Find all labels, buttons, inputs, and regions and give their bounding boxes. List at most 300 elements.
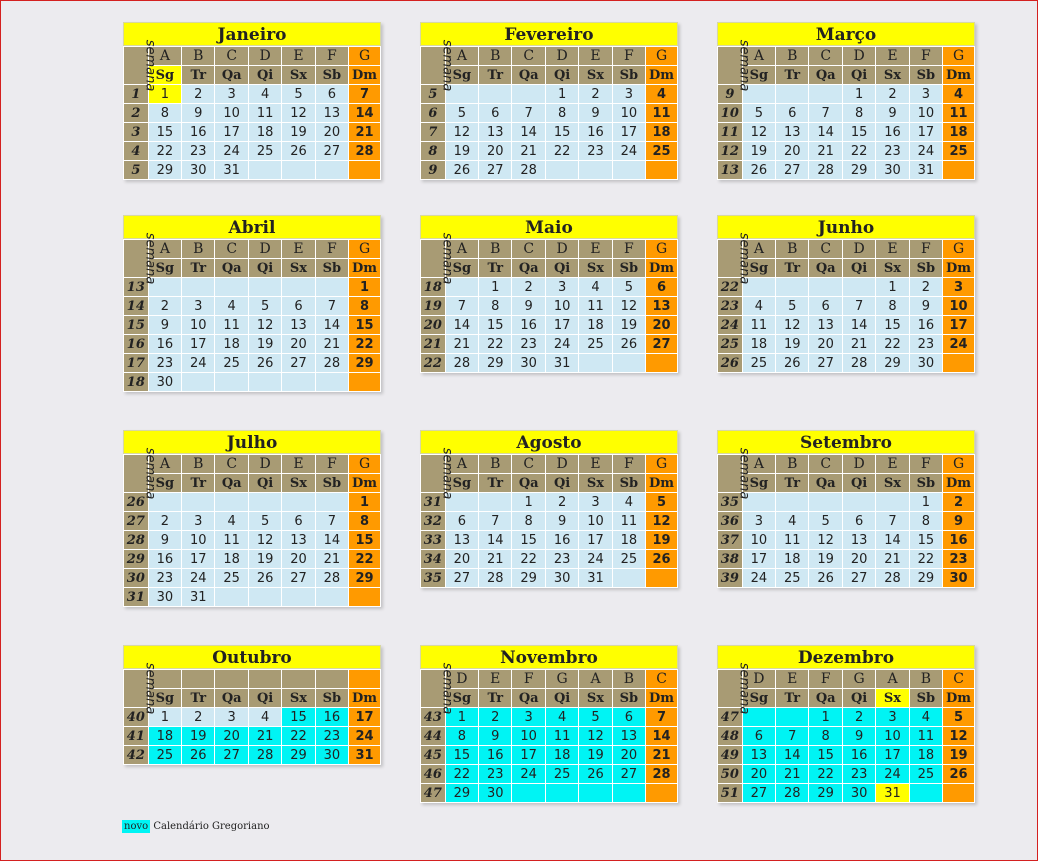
day-cell[interactable]: 28: [315, 569, 348, 588]
day-cell[interactable]: 5: [612, 278, 645, 297]
day-cell[interactable]: 12: [612, 297, 645, 316]
day-cell[interactable]: 8: [445, 727, 478, 746]
day-cell[interactable]: 21: [349, 123, 381, 142]
day-cell[interactable]: 29: [349, 569, 381, 588]
day-cell[interactable]: 26: [646, 550, 678, 569]
day-cell[interactable]: 5: [646, 493, 678, 512]
day-cell[interactable]: 20: [315, 123, 348, 142]
day-cell[interactable]: 24: [579, 550, 612, 569]
day-cell[interactable]: 1: [349, 493, 381, 512]
day-cell[interactable]: 3: [512, 708, 545, 727]
day-cell[interactable]: 26: [579, 765, 612, 784]
day-cell[interactable]: 29: [148, 161, 181, 180]
day-cell[interactable]: 11: [612, 512, 645, 531]
day-cell[interactable]: 11: [579, 297, 612, 316]
day-cell[interactable]: 13: [445, 531, 478, 550]
day-cell[interactable]: 31: [349, 746, 381, 765]
day-cell[interactable]: 25: [909, 765, 942, 784]
day-cell[interactable]: 5: [248, 512, 281, 531]
day-cell[interactable]: 15: [909, 531, 942, 550]
day-cell[interactable]: 30: [479, 784, 512, 803]
day-cell[interactable]: 22: [842, 142, 875, 161]
day-cell[interactable]: 18: [215, 335, 248, 354]
day-cell[interactable]: 8: [876, 297, 909, 316]
day-cell[interactable]: 3: [742, 512, 775, 531]
day-cell[interactable]: 27: [445, 569, 478, 588]
day-cell[interactable]: 25: [215, 569, 248, 588]
day-cell[interactable]: 12: [809, 531, 842, 550]
day-cell[interactable]: 18: [148, 727, 181, 746]
day-cell[interactable]: 26: [809, 569, 842, 588]
day-cell[interactable]: 5: [943, 708, 975, 727]
day-cell[interactable]: 11: [943, 104, 975, 123]
day-cell[interactable]: 19: [809, 550, 842, 569]
day-cell[interactable]: 10: [215, 104, 248, 123]
day-cell[interactable]: 6: [445, 512, 478, 531]
day-cell[interactable]: 15: [545, 123, 578, 142]
day-cell[interactable]: 6: [315, 85, 348, 104]
day-cell[interactable]: 28: [646, 765, 678, 784]
day-cell[interactable]: 15: [479, 316, 512, 335]
day-cell[interactable]: 13: [646, 297, 678, 316]
day-cell[interactable]: 1: [479, 278, 512, 297]
day-cell[interactable]: 9: [842, 727, 875, 746]
day-cell[interactable]: 20: [445, 550, 478, 569]
day-cell[interactable]: 3: [182, 512, 215, 531]
day-cell[interactable]: 4: [646, 85, 678, 104]
day-cell[interactable]: 16: [315, 708, 348, 727]
day-cell[interactable]: 21: [315, 550, 348, 569]
day-cell[interactable]: 24: [876, 765, 909, 784]
day-cell[interactable]: 24: [909, 142, 942, 161]
day-cell[interactable]: 28: [479, 569, 512, 588]
day-cell[interactable]: 6: [282, 512, 315, 531]
day-cell[interactable]: 11: [545, 727, 578, 746]
day-cell[interactable]: 24: [612, 142, 645, 161]
day-cell[interactable]: 23: [842, 765, 875, 784]
day-cell[interactable]: 20: [479, 142, 512, 161]
day-cell[interactable]: 29: [876, 354, 909, 373]
day-cell[interactable]: 15: [282, 708, 315, 727]
day-cell[interactable]: 7: [842, 297, 875, 316]
day-cell[interactable]: 8: [148, 104, 181, 123]
day-cell[interactable]: 28: [315, 354, 348, 373]
day-cell[interactable]: 31: [215, 161, 248, 180]
day-cell[interactable]: 25: [943, 142, 975, 161]
day-cell[interactable]: 23: [943, 550, 975, 569]
day-cell[interactable]: 7: [512, 104, 545, 123]
day-cell[interactable]: 29: [512, 569, 545, 588]
day-cell[interactable]: 10: [182, 316, 215, 335]
day-cell[interactable]: 3: [215, 85, 248, 104]
day-cell[interactable]: 4: [742, 297, 775, 316]
day-cell[interactable]: 17: [349, 708, 381, 727]
day-cell[interactable]: 2: [182, 85, 215, 104]
day-cell[interactable]: 4: [248, 708, 281, 727]
day-cell[interactable]: 8: [349, 512, 381, 531]
day-cell[interactable]: 5: [776, 297, 809, 316]
day-cell[interactable]: 8: [349, 297, 381, 316]
day-cell[interactable]: 23: [545, 550, 578, 569]
day-cell[interactable]: 26: [445, 161, 478, 180]
day-cell[interactable]: 15: [876, 316, 909, 335]
day-cell[interactable]: 25: [612, 550, 645, 569]
day-cell[interactable]: 30: [148, 588, 181, 607]
day-cell[interactable]: 9: [148, 316, 181, 335]
day-cell[interactable]: 2: [148, 512, 181, 531]
day-cell[interactable]: 11: [776, 531, 809, 550]
day-cell[interactable]: 1: [876, 278, 909, 297]
day-cell[interactable]: 19: [612, 316, 645, 335]
day-cell[interactable]: 28: [445, 354, 478, 373]
day-cell[interactable]: 10: [909, 104, 942, 123]
day-cell[interactable]: 31: [182, 588, 215, 607]
day-cell[interactable]: 7: [479, 512, 512, 531]
day-cell[interactable]: 21: [776, 765, 809, 784]
day-cell[interactable]: 15: [349, 531, 381, 550]
day-cell[interactable]: 16: [479, 746, 512, 765]
day-cell[interactable]: 23: [315, 727, 348, 746]
day-cell[interactable]: 28: [876, 569, 909, 588]
day-cell[interactable]: 13: [842, 531, 875, 550]
day-cell[interactable]: 5: [809, 512, 842, 531]
day-cell[interactable]: 10: [182, 531, 215, 550]
day-cell[interactable]: 14: [349, 104, 381, 123]
day-cell[interactable]: 27: [282, 354, 315, 373]
day-cell[interactable]: 27: [742, 784, 775, 803]
day-cell[interactable]: 10: [876, 727, 909, 746]
day-cell[interactable]: 18: [943, 123, 975, 142]
day-cell[interactable]: 17: [943, 316, 975, 335]
day-cell[interactable]: 21: [248, 727, 281, 746]
day-cell[interactable]: 17: [909, 123, 942, 142]
day-cell[interactable]: 10: [943, 297, 975, 316]
day-cell[interactable]: 16: [182, 123, 215, 142]
day-cell[interactable]: 8: [842, 104, 875, 123]
day-cell[interactable]: 20: [809, 335, 842, 354]
day-cell[interactable]: 5: [579, 708, 612, 727]
day-cell[interactable]: 10: [545, 297, 578, 316]
day-cell[interactable]: 25: [215, 354, 248, 373]
day-cell[interactable]: 22: [445, 765, 478, 784]
day-cell[interactable]: 11: [215, 531, 248, 550]
day-cell[interactable]: 30: [182, 161, 215, 180]
day-cell[interactable]: 16: [909, 316, 942, 335]
day-cell[interactable]: 2: [579, 85, 612, 104]
day-cell[interactable]: 17: [742, 550, 775, 569]
day-cell[interactable]: 14: [776, 746, 809, 765]
day-cell[interactable]: 24: [349, 727, 381, 746]
day-cell[interactable]: 23: [148, 354, 181, 373]
day-cell[interactable]: 24: [943, 335, 975, 354]
day-cell[interactable]: 17: [612, 123, 645, 142]
day-cell[interactable]: 7: [315, 512, 348, 531]
day-cell[interactable]: 20: [215, 727, 248, 746]
day-cell[interactable]: 9: [579, 104, 612, 123]
day-cell[interactable]: 18: [909, 746, 942, 765]
day-cell[interactable]: 18: [742, 335, 775, 354]
day-cell[interactable]: 4: [248, 85, 281, 104]
day-cell[interactable]: 17: [579, 531, 612, 550]
day-cell[interactable]: 9: [545, 512, 578, 531]
day-cell[interactable]: 8: [479, 297, 512, 316]
day-cell[interactable]: 10: [579, 512, 612, 531]
day-cell[interactable]: 9: [909, 297, 942, 316]
day-cell[interactable]: 22: [148, 142, 181, 161]
day-cell[interactable]: 31: [876, 784, 909, 803]
day-cell[interactable]: 18: [215, 550, 248, 569]
day-cell[interactable]: 27: [776, 161, 809, 180]
day-cell[interactable]: 13: [809, 316, 842, 335]
day-cell[interactable]: 19: [248, 335, 281, 354]
day-cell[interactable]: 14: [479, 531, 512, 550]
day-cell[interactable]: 26: [182, 746, 215, 765]
day-cell[interactable]: 25: [579, 335, 612, 354]
day-cell[interactable]: 3: [182, 297, 215, 316]
day-cell[interactable]: 14: [876, 531, 909, 550]
day-cell[interactable]: 31: [545, 354, 578, 373]
day-cell[interactable]: 28: [842, 354, 875, 373]
day-cell[interactable]: 2: [943, 493, 975, 512]
day-cell[interactable]: 22: [479, 335, 512, 354]
day-cell[interactable]: 21: [809, 142, 842, 161]
day-cell[interactable]: 30: [315, 746, 348, 765]
day-cell[interactable]: 14: [646, 727, 678, 746]
day-cell[interactable]: 27: [809, 354, 842, 373]
day-cell[interactable]: 21: [512, 142, 545, 161]
day-cell[interactable]: 2: [842, 708, 875, 727]
day-cell[interactable]: 20: [282, 550, 315, 569]
day-cell[interactable]: 3: [215, 708, 248, 727]
day-cell[interactable]: 28: [512, 161, 545, 180]
day-cell[interactable]: 26: [776, 354, 809, 373]
day-cell[interactable]: 25: [742, 354, 775, 373]
day-cell[interactable]: 23: [579, 142, 612, 161]
day-cell[interactable]: 14: [445, 316, 478, 335]
day-cell[interactable]: 2: [512, 278, 545, 297]
day-cell[interactable]: 19: [282, 123, 315, 142]
day-cell[interactable]: 22: [545, 142, 578, 161]
day-cell[interactable]: 1: [148, 85, 181, 104]
day-cell[interactable]: 29: [909, 569, 942, 588]
day-cell[interactable]: 7: [349, 85, 381, 104]
day-cell[interactable]: 19: [776, 335, 809, 354]
day-cell[interactable]: 23: [148, 569, 181, 588]
day-cell[interactable]: 12: [742, 123, 775, 142]
day-cell[interactable]: 7: [776, 727, 809, 746]
day-cell[interactable]: 1: [512, 493, 545, 512]
day-cell[interactable]: 29: [479, 354, 512, 373]
day-cell[interactable]: 22: [512, 550, 545, 569]
day-cell[interactable]: 2: [876, 85, 909, 104]
day-cell[interactable]: 14: [315, 316, 348, 335]
day-cell[interactable]: 30: [876, 161, 909, 180]
day-cell[interactable]: 6: [479, 104, 512, 123]
day-cell[interactable]: 12: [943, 727, 975, 746]
day-cell[interactable]: 17: [182, 335, 215, 354]
day-cell[interactable]: 19: [248, 550, 281, 569]
day-cell[interactable]: 29: [809, 784, 842, 803]
day-cell[interactable]: 18: [579, 316, 612, 335]
day-cell[interactable]: 5: [282, 85, 315, 104]
day-cell[interactable]: 30: [943, 569, 975, 588]
day-cell[interactable]: 2: [148, 297, 181, 316]
day-cell[interactable]: 21: [445, 335, 478, 354]
day-cell[interactable]: 7: [876, 512, 909, 531]
day-cell[interactable]: 4: [909, 708, 942, 727]
day-cell[interactable]: 11: [248, 104, 281, 123]
day-cell[interactable]: 20: [842, 550, 875, 569]
day-cell[interactable]: 14: [809, 123, 842, 142]
day-cell[interactable]: 3: [579, 493, 612, 512]
day-cell[interactable]: 1: [809, 708, 842, 727]
day-cell[interactable]: 4: [612, 493, 645, 512]
day-cell[interactable]: 1: [445, 708, 478, 727]
day-cell[interactable]: 29: [282, 746, 315, 765]
day-cell[interactable]: 19: [742, 142, 775, 161]
day-cell[interactable]: 9: [943, 512, 975, 531]
day-cell[interactable]: 15: [512, 531, 545, 550]
day-cell[interactable]: 2: [479, 708, 512, 727]
day-cell[interactable]: 12: [776, 316, 809, 335]
day-cell[interactable]: 31: [909, 161, 942, 180]
day-cell[interactable]: 19: [182, 727, 215, 746]
day-cell[interactable]: 3: [876, 708, 909, 727]
day-cell[interactable]: 24: [182, 569, 215, 588]
day-cell[interactable]: 22: [349, 335, 381, 354]
day-cell[interactable]: 3: [909, 85, 942, 104]
day-cell[interactable]: 20: [646, 316, 678, 335]
day-cell[interactable]: 9: [512, 297, 545, 316]
day-cell[interactable]: 15: [842, 123, 875, 142]
day-cell[interactable]: 4: [579, 278, 612, 297]
day-cell[interactable]: 22: [282, 727, 315, 746]
day-cell[interactable]: 18: [612, 531, 645, 550]
day-cell[interactable]: 9: [876, 104, 909, 123]
day-cell[interactable]: 15: [809, 746, 842, 765]
day-cell[interactable]: 27: [646, 335, 678, 354]
day-cell[interactable]: 13: [479, 123, 512, 142]
day-cell[interactable]: 18: [776, 550, 809, 569]
day-cell[interactable]: 23: [479, 765, 512, 784]
day-cell[interactable]: 27: [215, 746, 248, 765]
day-cell[interactable]: 5: [742, 104, 775, 123]
day-cell[interactable]: 19: [579, 746, 612, 765]
day-cell[interactable]: 6: [842, 512, 875, 531]
day-cell[interactable]: 21: [842, 335, 875, 354]
day-cell[interactable]: 27: [282, 569, 315, 588]
day-cell[interactable]: 27: [842, 569, 875, 588]
day-cell[interactable]: 23: [876, 142, 909, 161]
day-cell[interactable]: 17: [876, 746, 909, 765]
day-cell[interactable]: 26: [943, 765, 975, 784]
day-cell[interactable]: 16: [943, 531, 975, 550]
day-cell[interactable]: 25: [248, 142, 281, 161]
day-cell[interactable]: 4: [215, 512, 248, 531]
day-cell[interactable]: 14: [512, 123, 545, 142]
day-cell[interactable]: 22: [349, 550, 381, 569]
day-cell[interactable]: 13: [612, 727, 645, 746]
day-cell[interactable]: 6: [742, 727, 775, 746]
day-cell[interactable]: 7: [445, 297, 478, 316]
day-cell[interactable]: 1: [545, 85, 578, 104]
day-cell[interactable]: 28: [809, 161, 842, 180]
day-cell[interactable]: 11: [646, 104, 678, 123]
day-cell[interactable]: 27: [479, 161, 512, 180]
day-cell[interactable]: 22: [809, 765, 842, 784]
day-cell[interactable]: 5: [248, 297, 281, 316]
day-cell[interactable]: 30: [842, 784, 875, 803]
day-cell[interactable]: 15: [349, 316, 381, 335]
day-cell[interactable]: 15: [148, 123, 181, 142]
day-cell[interactable]: 13: [776, 123, 809, 142]
day-cell[interactable]: 2: [545, 493, 578, 512]
day-cell[interactable]: 2: [182, 708, 215, 727]
day-cell[interactable]: 13: [315, 104, 348, 123]
day-cell[interactable]: 24: [182, 354, 215, 373]
day-cell[interactable]: 6: [776, 104, 809, 123]
day-cell[interactable]: 23: [512, 335, 545, 354]
day-cell[interactable]: 30: [909, 354, 942, 373]
day-cell[interactable]: 14: [842, 316, 875, 335]
day-cell[interactable]: 16: [842, 746, 875, 765]
day-cell[interactable]: 24: [215, 142, 248, 161]
day-cell[interactable]: 13: [282, 531, 315, 550]
day-cell[interactable]: 5: [445, 104, 478, 123]
day-cell[interactable]: 1: [349, 278, 381, 297]
day-cell[interactable]: 29: [445, 784, 478, 803]
day-cell[interactable]: 11: [215, 316, 248, 335]
day-cell[interactable]: 8: [512, 512, 545, 531]
day-cell[interactable]: 10: [512, 727, 545, 746]
day-cell[interactable]: 17: [215, 123, 248, 142]
day-cell[interactable]: 27: [315, 142, 348, 161]
day-cell[interactable]: 10: [612, 104, 645, 123]
day-cell[interactable]: 16: [876, 123, 909, 142]
day-cell[interactable]: 4: [215, 297, 248, 316]
day-cell[interactable]: 15: [445, 746, 478, 765]
day-cell[interactable]: 1: [148, 708, 181, 727]
day-cell[interactable]: 18: [545, 746, 578, 765]
day-cell[interactable]: 9: [479, 727, 512, 746]
day-cell[interactable]: 11: [909, 727, 942, 746]
day-cell[interactable]: 12: [282, 104, 315, 123]
day-cell[interactable]: 26: [282, 142, 315, 161]
day-cell[interactable]: 6: [612, 708, 645, 727]
day-cell[interactable]: 26: [612, 335, 645, 354]
day-cell[interactable]: 16: [579, 123, 612, 142]
day-cell[interactable]: 19: [445, 142, 478, 161]
day-cell[interactable]: 8: [545, 104, 578, 123]
day-cell[interactable]: 24: [742, 569, 775, 588]
day-cell[interactable]: 9: [148, 531, 181, 550]
day-cell[interactable]: 16: [545, 531, 578, 550]
day-cell[interactable]: 25: [776, 569, 809, 588]
day-cell[interactable]: 11: [742, 316, 775, 335]
day-cell[interactable]: 23: [182, 142, 215, 161]
day-cell[interactable]: 25: [545, 765, 578, 784]
day-cell[interactable]: 23: [909, 335, 942, 354]
day-cell[interactable]: 16: [148, 335, 181, 354]
day-cell[interactable]: 29: [349, 354, 381, 373]
day-cell[interactable]: 30: [512, 354, 545, 373]
day-cell[interactable]: 10: [742, 531, 775, 550]
day-cell[interactable]: 19: [646, 531, 678, 550]
day-cell[interactable]: 17: [182, 550, 215, 569]
day-cell[interactable]: 30: [148, 373, 181, 392]
day-cell[interactable]: 4: [545, 708, 578, 727]
day-cell[interactable]: 7: [315, 297, 348, 316]
